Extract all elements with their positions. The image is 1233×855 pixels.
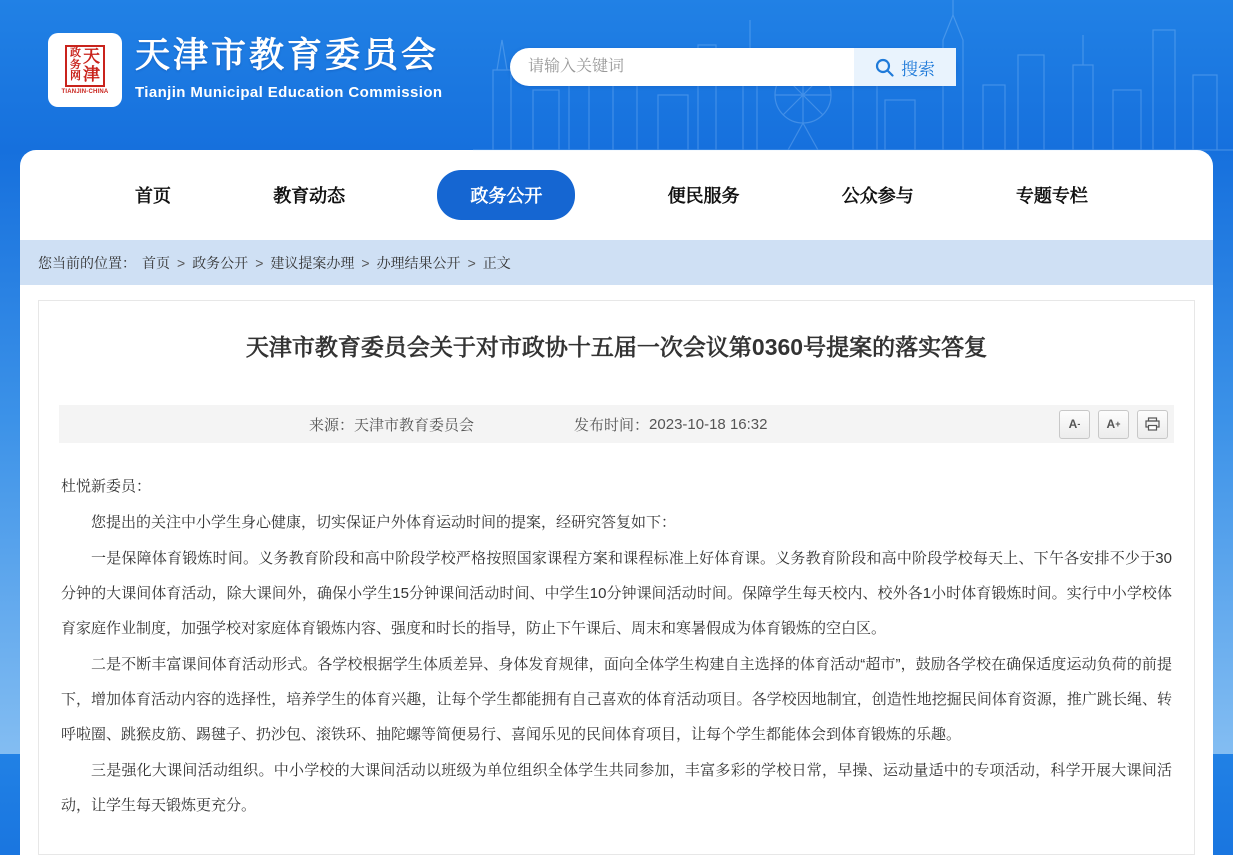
seal-emblem: [65, 45, 105, 87]
nav-item-special-columns[interactable]: 专题专栏: [1015, 186, 1088, 206]
breadcrumb-separator: >: [467, 254, 476, 271]
breadcrumb-link-handling-results[interactable]: 办理结果公开: [376, 254, 461, 271]
nav-item-public-services[interactable]: 便民服务: [667, 186, 740, 206]
search-box: [510, 48, 956, 86]
breadcrumb-separator: >: [177, 254, 186, 271]
source-value: 天津市教育委员会: [354, 416, 475, 434]
seal-char: 津: [83, 65, 100, 84]
font-increase-sign: +: [1115, 419, 1121, 430]
breadcrumb-link-proposal-handling[interactable]: 建议提案办理: [270, 254, 355, 271]
seal-char: 网: [70, 70, 81, 83]
nav-item-home[interactable]: 首页: [135, 186, 171, 206]
article-container: [20, 285, 1213, 855]
publish-time-value: 2023-10-18 16:32: [649, 415, 768, 433]
breadcrumb-link-home[interactable]: 首页: [142, 254, 170, 271]
nav-item-public-participation[interactable]: 公众参与: [841, 186, 914, 206]
article-paragraph-clipped: 三是强化大课间活动组织。中小学校的大课间活动以班级为单位组织全体学生共同参加，丰富多彩的学校日常，早操、运动量适中的专项活动，科学开展大课间活动，让学生每天锻炼更充分。: [61, 762, 1172, 815]
main-nav: [20, 150, 1213, 240]
logo-caption: TIANJIN-CHINA: [61, 88, 109, 95]
breadcrumb: [20, 240, 1213, 285]
source-label: 来源：: [309, 416, 355, 434]
article-body: [59, 443, 1174, 823]
site-titles: [135, 28, 442, 101]
search-button[interactable]: [854, 48, 956, 86]
breadcrumb-current-page: 正文: [482, 254, 511, 271]
print-button[interactable]: [1137, 410, 1168, 439]
search-input[interactable]: [510, 48, 854, 86]
article-meta-bar: [59, 405, 1174, 443]
site-subtitle: Tianjin Municipal Education Commission: [135, 84, 443, 101]
article-paragraph: 一是保障体育锻炼时间。义务教育阶段和高中阶段学校严格按照国家课程方案和课程标准上好体育课。义务教育阶段和高中阶段学校每天上、下午各安排不少于30分钟的大课间体育活动，除大课间外，确保小学生15分钟课间活动时间、中学生10分钟课间活动时间。保障学生每天校内、校外各1小时体育锻炼时间。实行中小学校体育家庭作业制度，加强学校对家庭体育锻炼内容、强度和时长的指导，防止下午课后、周末和寒暑假成为体育锻炼的空白区。: [61, 550, 1172, 638]
breadcrumb-separator: >: [255, 254, 264, 271]
nav-item-government-affairs[interactable]: 政务公开: [437, 170, 575, 220]
site-header: [0, 0, 1233, 150]
seal-char: 天: [83, 47, 100, 67]
article-source: [309, 414, 474, 435]
breadcrumb-separator: >: [361, 254, 370, 271]
article-title: 天津市教育委员会关于对市政协十五届一次会议第0360号提案的落实答复: [245, 334, 988, 360]
font-decrease-label: A: [1068, 417, 1078, 432]
breadcrumb-label: 您当前的位置：: [38, 254, 136, 271]
site-logo[interactable]: [48, 33, 122, 107]
font-increase-label: A: [1106, 417, 1116, 432]
article-paragraph-salutation: 杜悦新委员：: [61, 478, 152, 496]
search-icon: [875, 58, 894, 77]
article-paragraph: 二是不断丰富课间体育活动形式。各学校根据学生体质差异、身体发育规律，面向全体学生构建自主选择的体育活动“超市”，鼓励各学校在确保适度运动负荷的前提下，增加体育活动内容的选择性，培养学生的体育兴趣，让每个学生都能拥有自己喜欢的体育活动项目。各学校因地制宜，创造性地挖掘民间体育资源，推广跳长绳、转呼啦圈、跳猴皮筋、踢毽子、扔沙包、滚铁环、抽陀螺等简便易行、喜闻乐见的民间体育项目，让每个学生都能体会到体育锻炼的乐趣。: [61, 656, 1172, 744]
article-box: [38, 300, 1195, 855]
site-title: 天津市教育委员会: [135, 36, 440, 75]
font-increase-button[interactable]: [1098, 410, 1129, 439]
seal-char: 务: [70, 58, 81, 71]
breadcrumb-link-government-affairs[interactable]: 政务公开: [192, 254, 249, 271]
seal-char: 政: [70, 47, 81, 60]
search-button-label: 搜索: [901, 59, 935, 79]
print-icon: [1145, 417, 1160, 431]
nav-item-education-news[interactable]: 教育动态: [273, 186, 346, 206]
article-paragraph: 您提出的关注中小学生身心健康，切实保证户外体育运动时间的提案，经研究答复如下：: [91, 514, 677, 532]
article-tools: [1059, 410, 1168, 439]
font-decrease-sign: -: [1077, 419, 1081, 430]
main-content-card: [20, 150, 1213, 855]
font-decrease-button[interactable]: [1059, 410, 1090, 439]
publish-time-label: 发布时间：: [574, 416, 650, 434]
article-publish-time: [574, 414, 767, 435]
